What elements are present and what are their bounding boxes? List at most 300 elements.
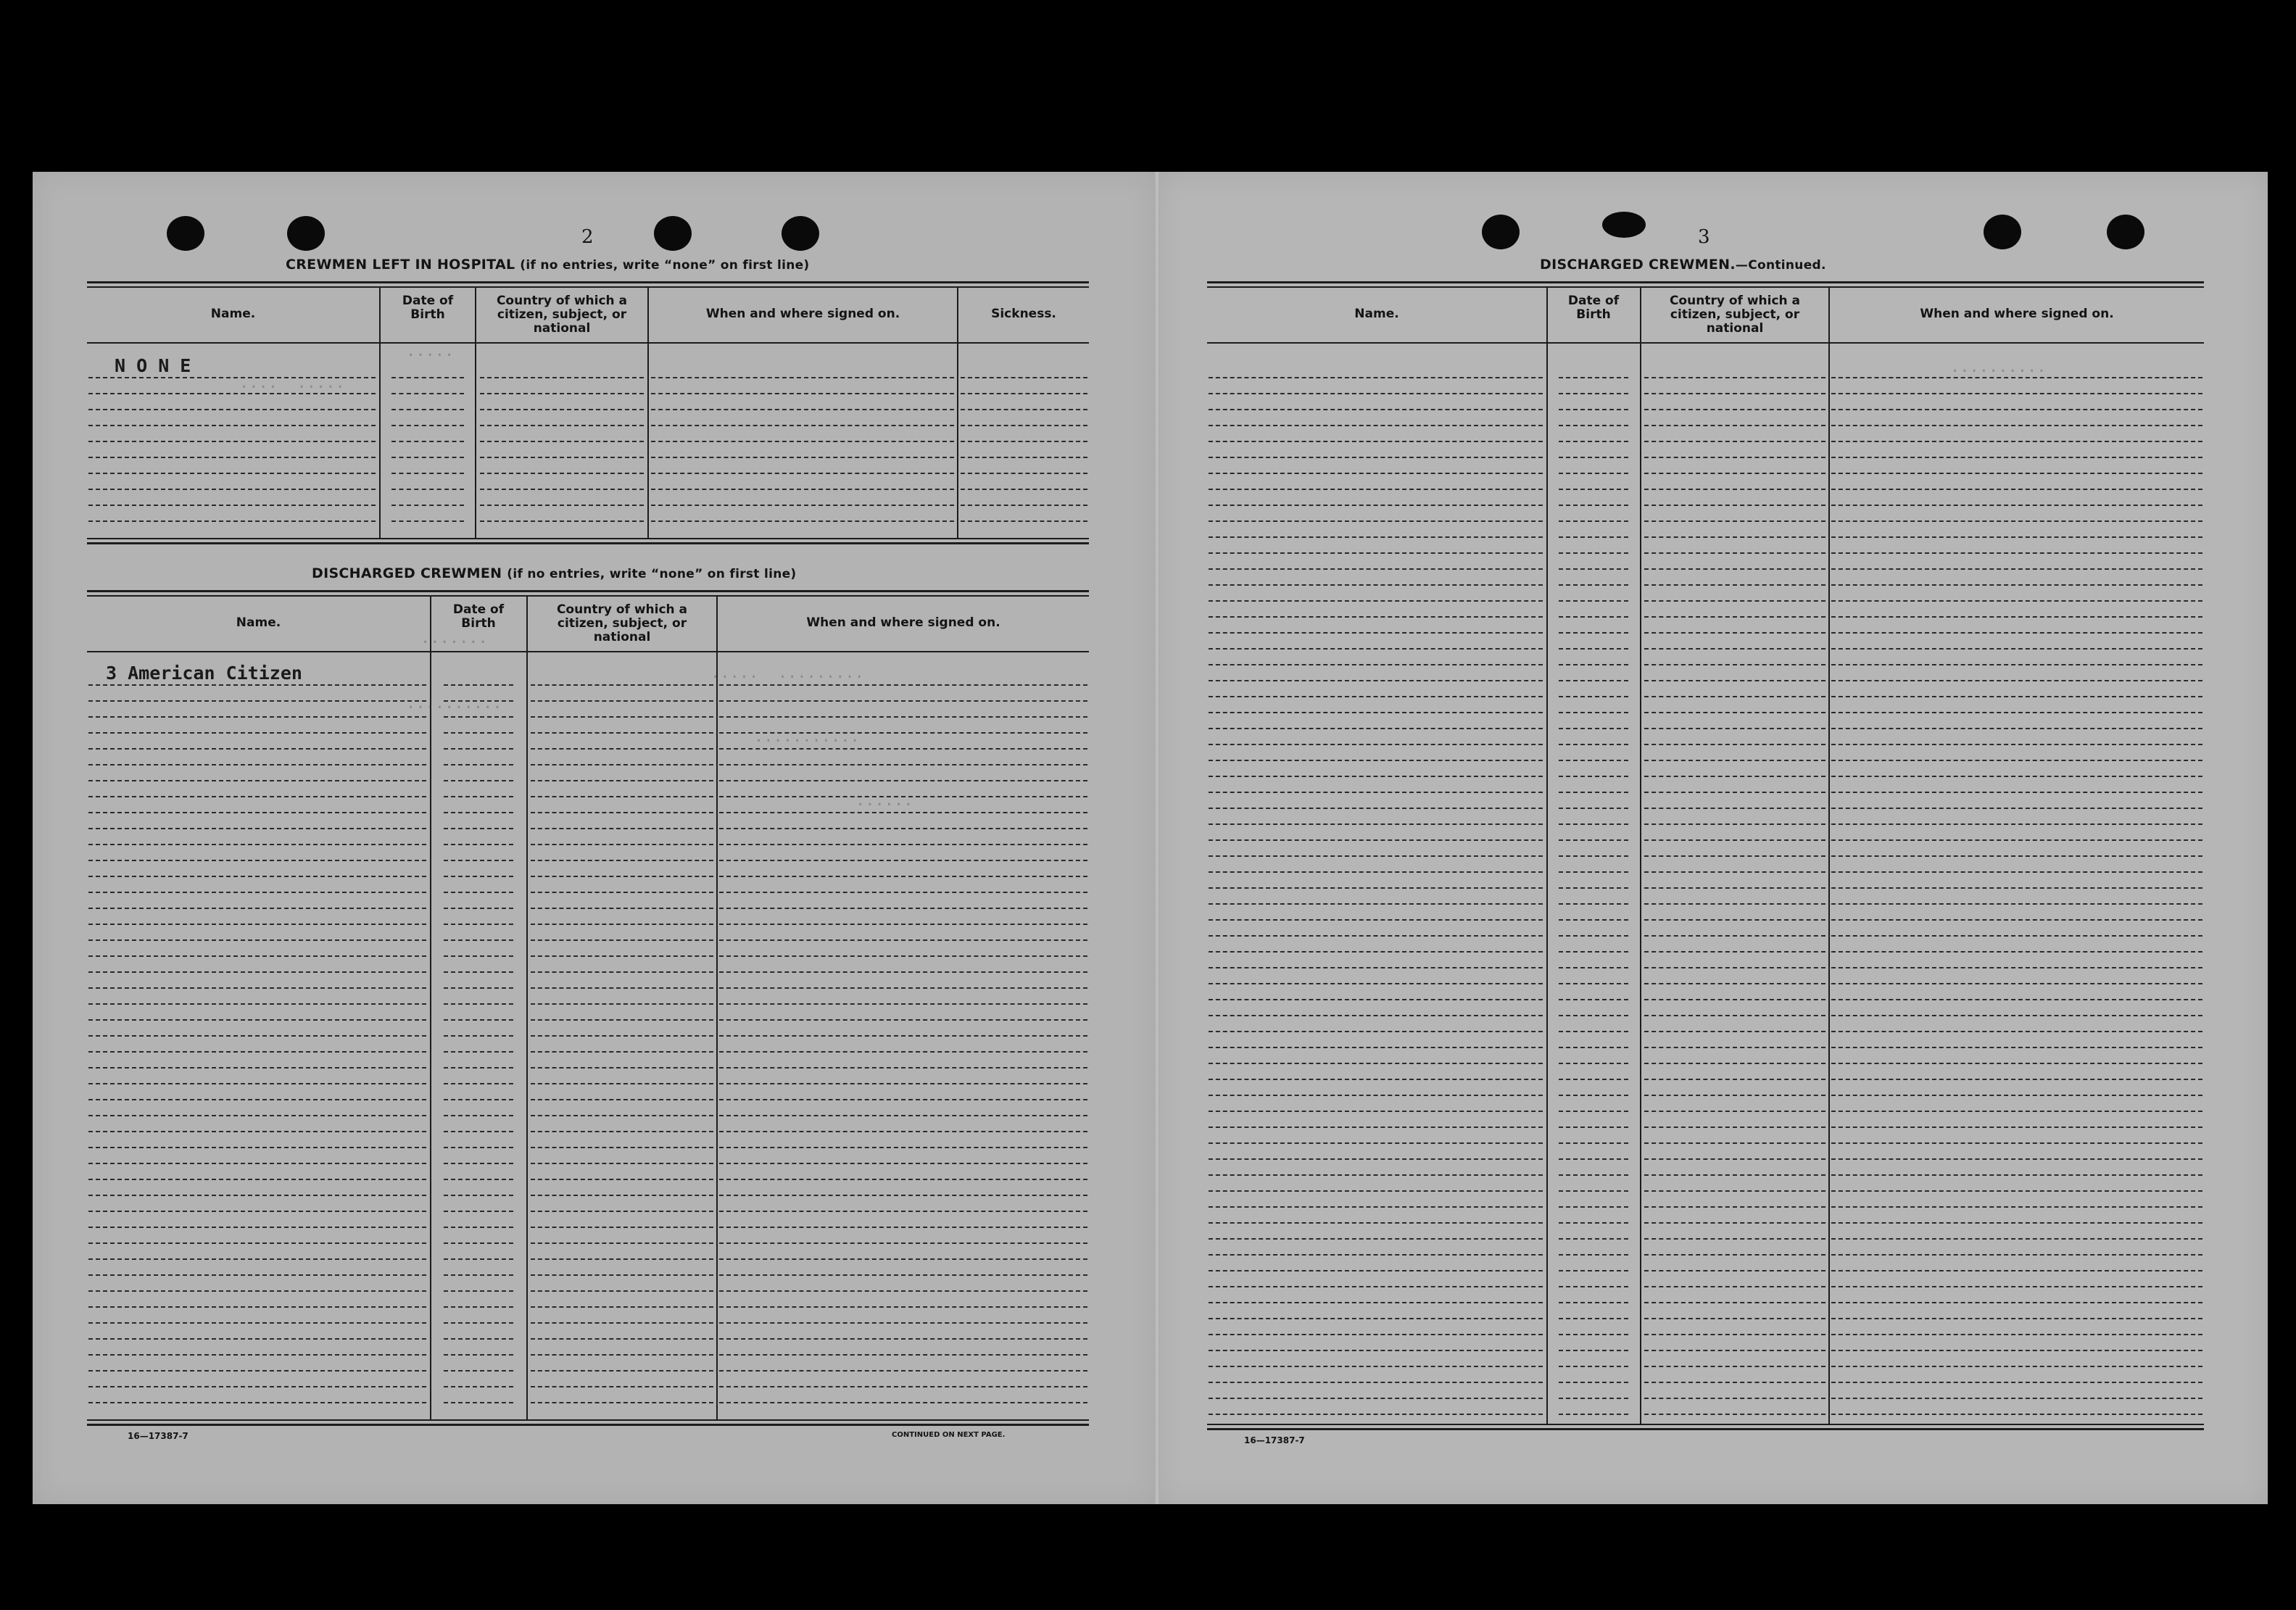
ruled-line xyxy=(1831,584,2202,586)
ruled-line xyxy=(1644,664,1825,665)
ruled-line xyxy=(719,828,1087,829)
ruled-line xyxy=(1644,1350,1825,1351)
ruled-line xyxy=(88,939,426,941)
table-bottom-rule xyxy=(87,542,1089,544)
left-page xyxy=(33,172,1157,1504)
ruled-line xyxy=(1831,903,2202,905)
ruled-line xyxy=(1831,1302,2202,1303)
column-divider xyxy=(647,287,649,539)
ruled-line xyxy=(1644,489,1825,490)
ruled-line xyxy=(444,1131,513,1132)
ruled-line xyxy=(719,1402,1087,1403)
ruled-line xyxy=(1831,473,2202,474)
ruled-line xyxy=(88,520,376,522)
ruled-line xyxy=(88,505,376,506)
discharged-heading xyxy=(312,565,797,581)
ruled-line xyxy=(480,520,644,522)
ruled-line xyxy=(1559,1334,1628,1335)
ruled-line xyxy=(1831,999,2202,1000)
ruled-line xyxy=(444,748,513,750)
ruled-line xyxy=(88,1163,426,1164)
ruled-line xyxy=(444,1163,513,1164)
ruled-line xyxy=(1831,1047,2202,1048)
column-divider xyxy=(430,596,431,1421)
ruled-line xyxy=(1209,505,1543,506)
ruled-line xyxy=(719,892,1087,893)
ruled-line xyxy=(1644,632,1825,634)
ruled-line xyxy=(88,1290,426,1292)
ruled-line xyxy=(88,955,426,957)
ruled-line xyxy=(88,1115,426,1116)
ruled-line xyxy=(1644,808,1825,809)
ruled-line xyxy=(719,1099,1087,1100)
ruled-line xyxy=(1559,1174,1628,1176)
punch-hole xyxy=(2107,215,2144,249)
ruled-line xyxy=(1831,1158,2202,1160)
ruled-line xyxy=(1644,696,1825,697)
ruled-line xyxy=(1831,457,2202,458)
ruled-line xyxy=(1644,1095,1825,1096)
form-number: 16—17387-7 xyxy=(1244,1435,1305,1445)
ruled-line xyxy=(88,780,426,781)
show-through-mark: ·········· xyxy=(1950,362,2047,381)
ruled-line xyxy=(444,1322,513,1324)
form-number: 16—17387-7 xyxy=(128,1431,188,1441)
ruled-line xyxy=(1559,1079,1628,1080)
ruled-line xyxy=(1209,568,1543,570)
ruled-line xyxy=(1831,1095,2202,1096)
ruled-line xyxy=(1209,536,1543,538)
ruled-line xyxy=(1831,552,2202,554)
show-through-mark: ······ xyxy=(855,796,913,814)
ruled-line xyxy=(1209,457,1543,458)
ruled-line xyxy=(1831,441,2202,442)
ruled-line xyxy=(1644,823,1825,825)
ruled-line xyxy=(391,505,464,506)
ruled-line xyxy=(1644,1190,1825,1192)
ruled-line xyxy=(1831,568,2202,570)
ruled-line xyxy=(1644,600,1825,602)
ruled-line xyxy=(1559,1031,1628,1032)
ruled-line xyxy=(1209,1254,1543,1256)
ruled-line xyxy=(1209,1190,1543,1192)
ruled-line xyxy=(531,1019,713,1021)
ruled-line xyxy=(1644,425,1825,426)
discharged-entry: 3 American Citizen xyxy=(106,663,302,684)
table-top-rule xyxy=(87,281,1089,283)
ruled-line xyxy=(88,1099,426,1100)
ruled-line xyxy=(444,860,513,861)
table-header-rule xyxy=(1207,342,2204,344)
ruled-line xyxy=(1209,680,1543,681)
punch-hole xyxy=(782,216,819,251)
table-top-rule xyxy=(87,590,1089,592)
show-through-mark: ······· xyxy=(420,634,488,652)
ruled-line xyxy=(1644,728,1825,729)
ruled-line xyxy=(1209,1302,1543,1303)
ruled-line xyxy=(1644,1174,1825,1176)
ruled-line xyxy=(88,1338,426,1340)
ruled-line xyxy=(651,377,954,378)
ruled-line xyxy=(88,812,426,813)
ruled-line xyxy=(719,1003,1087,1005)
ruled-line xyxy=(719,1035,1087,1037)
ruled-line xyxy=(1644,377,1825,378)
ruled-line xyxy=(1831,1238,2202,1240)
ruled-line xyxy=(1831,1111,2202,1112)
ruled-line xyxy=(1559,425,1628,426)
ruled-line xyxy=(444,1290,513,1292)
column-divider xyxy=(1546,287,1548,1425)
ruled-line xyxy=(719,1019,1087,1021)
ruled-line xyxy=(719,780,1087,781)
ruled-line xyxy=(444,1306,513,1308)
ruled-line xyxy=(1559,1398,1628,1399)
ruled-line xyxy=(719,1386,1087,1387)
column-header-signed-on: When and where signed on. xyxy=(806,615,1000,630)
ruled-line xyxy=(1644,409,1825,410)
ruled-line xyxy=(1209,712,1543,713)
ruled-line xyxy=(1209,377,1543,378)
ruled-line xyxy=(480,505,644,506)
ruled-line xyxy=(531,971,713,973)
ruled-line xyxy=(1209,967,1543,968)
ruled-line xyxy=(1559,473,1628,474)
ruled-line xyxy=(1209,792,1543,793)
ruled-line xyxy=(1209,1350,1543,1351)
ruled-line xyxy=(1559,536,1628,538)
ruled-line xyxy=(1644,1079,1825,1080)
ruled-line xyxy=(88,1019,426,1021)
ruled-line xyxy=(1559,632,1628,634)
ruled-line xyxy=(1559,728,1628,729)
ruled-line xyxy=(1831,680,2202,681)
ruled-line xyxy=(1831,776,2202,777)
ruled-line xyxy=(531,860,713,861)
ruled-line xyxy=(1644,1398,1825,1399)
ruled-line xyxy=(1831,632,2202,634)
table-top-rule xyxy=(87,595,1089,597)
ruled-line xyxy=(1644,951,1825,953)
ruled-line xyxy=(1209,728,1543,729)
ruled-line xyxy=(1644,839,1825,841)
ruled-line xyxy=(531,1258,713,1260)
ruled-line xyxy=(1644,1318,1825,1319)
ruled-line xyxy=(1559,393,1628,394)
ruled-line xyxy=(1831,664,2202,665)
ruled-line xyxy=(1559,1270,1628,1271)
ruled-line xyxy=(1831,393,2202,394)
ruled-line xyxy=(444,971,513,973)
ruled-line xyxy=(391,377,464,378)
ruled-line xyxy=(651,520,954,522)
ruled-line xyxy=(391,409,464,410)
ruled-line xyxy=(1559,552,1628,554)
ruled-line xyxy=(531,1147,713,1148)
ruled-line xyxy=(444,1099,513,1100)
ruled-line xyxy=(1209,983,1543,984)
ruled-line xyxy=(1209,393,1543,394)
ruled-line xyxy=(1209,552,1543,554)
ruled-line xyxy=(719,1354,1087,1356)
ruled-line xyxy=(88,409,376,410)
ruled-line xyxy=(444,764,513,765)
ruled-line xyxy=(1209,1015,1543,1016)
ruled-line xyxy=(88,748,426,750)
discharged-heading-title: DISCHARGED CREWMEN xyxy=(312,565,502,581)
ruled-line xyxy=(1559,1366,1628,1367)
ruled-line xyxy=(719,1195,1087,1196)
ruled-line xyxy=(1644,505,1825,506)
ruled-line xyxy=(1644,457,1825,458)
punch-hole xyxy=(287,216,325,251)
ruled-line xyxy=(1831,871,2202,873)
ruled-line xyxy=(1209,887,1543,889)
discharged-continued-title: DISCHARGED CREWMEN. xyxy=(1540,257,1736,273)
ruled-line xyxy=(1559,1222,1628,1224)
ruled-line xyxy=(88,1258,426,1260)
column-header-name: Name. xyxy=(236,615,281,630)
ruled-line xyxy=(88,1227,426,1228)
ruled-line xyxy=(88,971,426,973)
ruled-line xyxy=(719,764,1087,765)
ruled-line xyxy=(651,393,954,394)
ruled-line xyxy=(88,764,426,765)
ruled-line xyxy=(1559,1286,1628,1287)
ruled-line xyxy=(1644,776,1825,777)
ruled-line xyxy=(531,1227,713,1228)
ruled-line xyxy=(1559,377,1628,378)
ruled-line xyxy=(531,1083,713,1084)
ruled-line xyxy=(1831,1126,2202,1128)
ruled-line xyxy=(719,860,1087,861)
ruled-line xyxy=(480,473,644,474)
ruled-line xyxy=(719,1115,1087,1116)
ruled-line xyxy=(1644,1142,1825,1144)
ruled-line xyxy=(88,1274,426,1276)
discharged-heading-note: (if no entries, write “none” on first line) xyxy=(507,567,797,581)
ruled-line xyxy=(444,1195,513,1196)
ruled-line xyxy=(531,1386,713,1387)
ruled-line xyxy=(444,939,513,941)
ruled-line xyxy=(444,955,513,957)
ruled-line xyxy=(1559,1111,1628,1112)
ruled-line xyxy=(651,505,954,506)
ruled-line xyxy=(1831,967,2202,968)
ruled-line xyxy=(444,812,513,813)
ruled-line xyxy=(531,796,713,797)
ruled-line xyxy=(88,1003,426,1005)
ruled-line xyxy=(1644,855,1825,857)
ruled-line xyxy=(444,876,513,877)
ruled-line xyxy=(1644,680,1825,681)
ruled-line xyxy=(444,1386,513,1387)
ruled-line xyxy=(1559,1254,1628,1256)
ruled-line xyxy=(1209,1334,1543,1335)
table-header-rule xyxy=(87,342,1089,344)
ruled-line xyxy=(1209,808,1543,809)
ruled-line xyxy=(719,1147,1087,1148)
punch-hole xyxy=(1984,215,2021,249)
ruled-line xyxy=(1644,935,1825,937)
ruled-line xyxy=(1209,1270,1543,1271)
column-header-signed-on: When and where signed on. xyxy=(1920,307,2114,321)
ruled-line xyxy=(1644,1334,1825,1335)
ruled-line xyxy=(1209,1095,1543,1096)
ruled-line xyxy=(1644,919,1825,921)
ruled-line xyxy=(531,1274,713,1276)
ruled-line xyxy=(1831,1079,2202,1080)
ruled-line xyxy=(444,1019,513,1021)
column-header-date-of-birth: Date of Birth xyxy=(402,294,454,322)
ruled-line xyxy=(531,1290,713,1292)
ruled-line xyxy=(1831,505,2202,506)
ruled-line xyxy=(1644,1206,1825,1208)
ruled-line xyxy=(1644,1270,1825,1271)
ruled-line xyxy=(719,955,1087,957)
ruled-line xyxy=(1831,520,2202,522)
ruled-line xyxy=(1644,712,1825,713)
ruled-line xyxy=(1644,568,1825,570)
ruled-line xyxy=(88,700,426,702)
ruled-line xyxy=(444,892,513,893)
ruled-line xyxy=(1831,1334,2202,1335)
ruled-line xyxy=(1831,983,2202,984)
ruled-line xyxy=(1831,935,2202,937)
ruled-line xyxy=(1209,473,1543,474)
ruled-line xyxy=(1209,1414,1543,1415)
ruled-line xyxy=(531,700,713,702)
ruled-line xyxy=(1559,1142,1628,1144)
ruled-line xyxy=(1831,1015,2202,1016)
ruled-line xyxy=(1831,696,2202,697)
ruled-line xyxy=(1831,1031,2202,1032)
ruled-line xyxy=(1644,1015,1825,1016)
ruled-line xyxy=(1644,1158,1825,1160)
ruled-line xyxy=(88,844,426,845)
ruled-line xyxy=(531,924,713,925)
ruled-line xyxy=(444,684,513,686)
ruled-line xyxy=(1644,1111,1825,1112)
show-through-mark: ····· xyxy=(406,347,455,365)
ruled-line xyxy=(531,1051,713,1053)
ruled-line xyxy=(1559,1318,1628,1319)
ruled-line xyxy=(88,892,426,893)
ruled-line xyxy=(1644,536,1825,538)
ruled-line xyxy=(719,939,1087,941)
ruled-line xyxy=(1644,1286,1825,1287)
ruled-line xyxy=(1831,409,2202,410)
ruled-line xyxy=(1559,696,1628,697)
table-bottom-rule xyxy=(1207,1424,2204,1425)
ruled-line xyxy=(88,1195,426,1196)
ruled-line xyxy=(391,393,464,394)
ruled-line xyxy=(1831,1190,2202,1192)
ruled-line xyxy=(1831,760,2202,761)
ruled-line xyxy=(651,409,954,410)
ruled-line xyxy=(1559,1015,1628,1016)
column-header-date-of-birth: Date of Birth xyxy=(1567,294,1620,322)
ruled-line xyxy=(531,987,713,989)
ruled-line xyxy=(1559,792,1628,793)
column-divider xyxy=(957,287,958,539)
ruled-line xyxy=(1559,505,1628,506)
ruled-line xyxy=(444,1003,513,1005)
ruled-line xyxy=(961,457,1087,458)
ruled-line xyxy=(1831,1366,2202,1367)
ruled-line xyxy=(444,844,513,845)
ruled-line xyxy=(1209,425,1543,426)
ruled-line xyxy=(1559,1302,1628,1303)
ruled-line xyxy=(1644,1222,1825,1224)
ruled-line xyxy=(1209,1286,1543,1287)
ruled-line xyxy=(391,441,464,442)
ruled-line xyxy=(719,1179,1087,1180)
ruled-line xyxy=(444,924,513,925)
ruled-line xyxy=(1209,935,1543,937)
ruled-line xyxy=(1559,1238,1628,1240)
ruled-line xyxy=(444,1402,513,1403)
column-header-date-of-birth: Date of Birth xyxy=(452,602,505,631)
ruled-line xyxy=(719,844,1087,845)
ruled-line xyxy=(531,939,713,941)
ruled-line xyxy=(1644,1126,1825,1128)
page-number: 3 xyxy=(1698,226,1710,248)
ruled-line xyxy=(961,505,1087,506)
ruled-line xyxy=(1644,552,1825,554)
ruled-line xyxy=(444,796,513,797)
ruled-line xyxy=(1559,871,1628,873)
ruled-line xyxy=(719,1242,1087,1244)
ruled-line xyxy=(1209,951,1543,953)
ruled-line xyxy=(1559,839,1628,841)
ruled-line xyxy=(719,1211,1087,1212)
ruled-line xyxy=(444,1274,513,1276)
ruled-line xyxy=(88,1035,426,1037)
ruled-line xyxy=(531,812,713,813)
ruled-line xyxy=(1831,1206,2202,1208)
ruled-line xyxy=(961,377,1087,378)
ruled-line xyxy=(1644,1414,1825,1415)
ruled-line xyxy=(1209,1158,1543,1160)
ruled-line xyxy=(1209,1318,1543,1319)
ruled-line xyxy=(1209,855,1543,857)
ruled-line xyxy=(1831,887,2202,889)
ruled-line xyxy=(1559,457,1628,458)
ruled-line xyxy=(531,716,713,718)
ruled-line xyxy=(1559,600,1628,602)
ruled-line xyxy=(531,1195,713,1196)
ruled-line xyxy=(88,1067,426,1069)
column-header-country: Country of which a citizen, subject, or national xyxy=(496,294,628,336)
column-header-name: Name. xyxy=(210,307,256,321)
ruled-line xyxy=(1559,776,1628,777)
ruled-line xyxy=(1559,744,1628,745)
ruled-line xyxy=(88,732,426,734)
ruled-line xyxy=(444,1115,513,1116)
table-bottom-rule xyxy=(87,1419,1089,1421)
ruled-line xyxy=(444,1258,513,1260)
ruled-line xyxy=(480,425,644,426)
ruled-line xyxy=(531,1370,713,1372)
ruled-line xyxy=(1209,1206,1543,1208)
ruled-line xyxy=(1831,616,2202,618)
ruled-line xyxy=(1831,744,2202,745)
ruled-line xyxy=(1644,967,1825,968)
column-header-country: Country of which a citizen, subject, or national xyxy=(1669,294,1801,336)
ruled-line xyxy=(531,1242,713,1244)
ruled-line xyxy=(480,393,644,394)
